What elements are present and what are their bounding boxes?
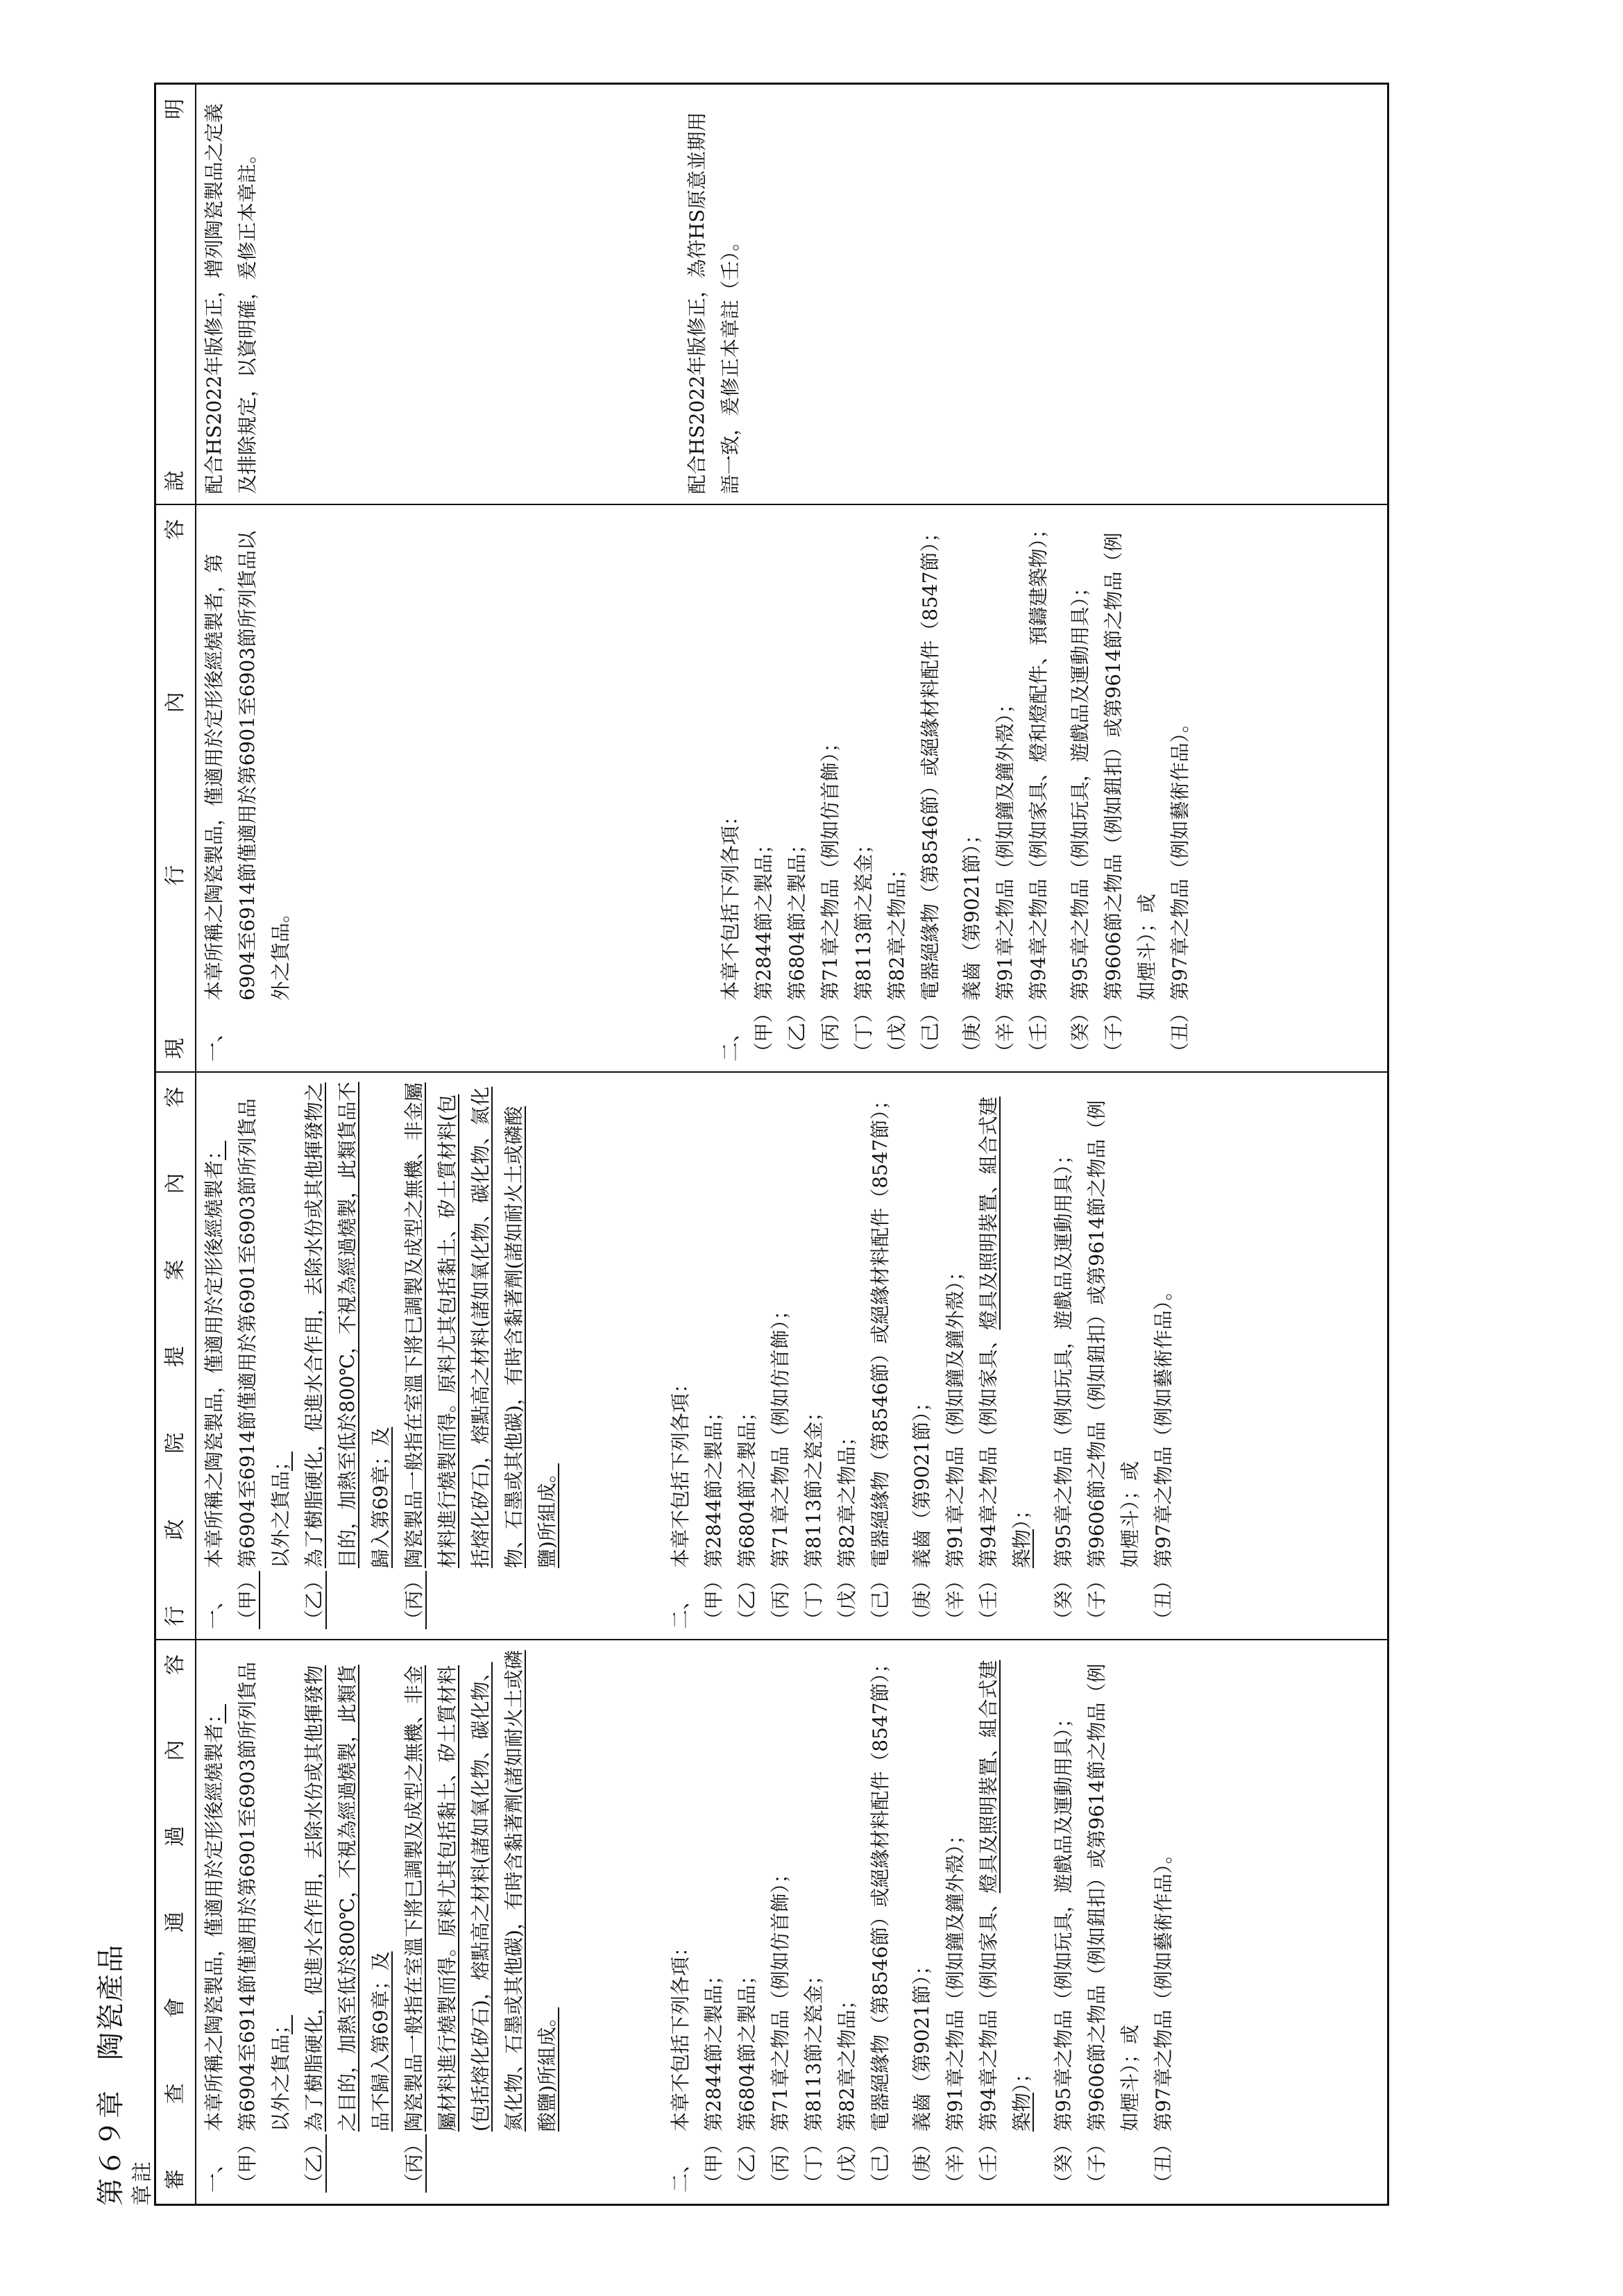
exclusion-item: [847, 513, 881, 1062]
item-text: 第82章之物品；: [835, 1990, 858, 2132]
item-text: 第2844節之製品；: [702, 1402, 725, 1568]
item-text: 第95章之物品（例如玩具，遊戲品及運動用具）；: [1069, 577, 1091, 1001]
column-divider: [156, 1639, 1387, 1640]
item-marker: （丙）: [769, 2134, 792, 2193]
item-text: 義齒（第9021節）；: [910, 1392, 933, 1568]
clause-two: 二、 本章不包括下列各項：: [719, 806, 742, 1062]
item-text: 第94章之物品（例如家具、燈和燈配件、預鑄建築物）；: [1027, 519, 1050, 1001]
exclusion-item: [864, 1081, 897, 1629]
item-marker: （戊）: [835, 1570, 858, 1629]
item-text: 第91章之物品（例如鐘及鐘外殼）；: [944, 1825, 967, 2132]
exclusion-list: [1047, 1649, 1180, 2193]
exclusion-list: [906, 1649, 972, 2193]
exclusion-list: [747, 513, 947, 1062]
exclusion-list: [697, 1649, 897, 2193]
exclusion-item: [731, 1649, 764, 2193]
exec-column: [198, 1081, 1180, 1629]
item-marker: （丑）: [1152, 2134, 1175, 2193]
exclusion-list: [1064, 513, 1197, 1062]
item-marker: （己）: [869, 2134, 892, 2193]
exclusion-item: [906, 1649, 939, 2193]
column-divider: [156, 1071, 1387, 1073]
exclusion-item: [914, 513, 947, 1062]
exclusion-item: [797, 1649, 831, 2193]
item-text: 第8113節之瓷金；: [852, 834, 875, 1001]
item-text: 第8113節之瓷金；: [802, 1965, 825, 2132]
item-marker: （丁）: [852, 1003, 875, 1062]
review-column: [198, 1649, 1180, 2193]
item-marker: （甲）: [702, 2134, 725, 2193]
exclusion-item: [797, 1081, 831, 1629]
item-marker: （乙）: [736, 2134, 758, 2193]
item-marker: （子）: [1085, 1570, 1108, 1629]
item-marker: （丁）: [802, 1570, 825, 1629]
item-marker: （丑）: [1152, 1570, 1175, 1629]
exclusion-item: （壬） 第94章之物品（例如家具、燈具及照明裝置、組合式建築物）；: [977, 1096, 1033, 1629]
clause-bing: （丙） 陶瓷製品一般指在室溫下將已調製及成型之無機、非金屬材料進行燒製而得。原料尤其包括黏土、矽土質材料(包括熔化矽石)，熔點高之材料(諸如氧化物、碳化物、氮化物、石墨或其他碳)，有時含黏著劑(諸如耐火土或磷酸鹽)所組成。: [402, 1082, 559, 1629]
exclusion-item: [939, 1649, 972, 2193]
exclusion-item: [764, 1649, 797, 2193]
exclusion-item: [955, 513, 989, 1062]
clause-one: 一、 本章所稱之陶瓷製品，僅適用於定形後經燒製者：: [203, 1140, 226, 1629]
item-text: 第6804節之製品；: [736, 1965, 758, 2132]
exclusion-item: [731, 1081, 764, 1629]
item-marker: （乙）: [785, 1003, 808, 1062]
exclusion-list: [697, 1081, 897, 1629]
exclusion-item: [1164, 513, 1197, 1062]
exclusion-item: [1147, 1081, 1180, 1629]
item-marker: （辛）: [994, 1003, 1017, 1062]
item-marker: （庚）: [910, 2134, 933, 2193]
item-marker: （子）: [1102, 1003, 1125, 1062]
item-text: 第95章之物品（例如玩具，遊戲品及運動用具）；: [1052, 1145, 1075, 1568]
item-marker: （丁）: [802, 2134, 825, 2193]
exclusion-item: [1047, 1649, 1080, 2193]
item-text: 第91章之物品（例如鐘及鐘外殼）；: [944, 1261, 967, 1568]
note-item-ren: 配合HS2022年版修正，為符HS原意並期用語一致，爰修正本章註（壬）。: [686, 112, 742, 494]
header-current: 現 行 內 容: [163, 519, 187, 1059]
chapter-title: 第６９章 陶瓷產品: [95, 1944, 127, 2206]
item-text: 第97章之物品（例如藝術作品）。: [1152, 1844, 1175, 2132]
exclusion-item: [1080, 1649, 1147, 2193]
item-marker: （己）: [919, 1003, 942, 1062]
clause-one: 一、 本章所稱之陶瓷製品，僅適用於定形後經燒製者，第6904至6914節僅適用於第6901至6903節所列貨品以外之貨品。: [203, 530, 292, 1062]
item-text: 第2844節之製品；: [752, 834, 775, 1001]
header-divider: [195, 85, 196, 2204]
item-text: 電器絕緣物（第8546節）或絕緣材料配件（8547節）；: [869, 1090, 892, 1568]
item-text: 第82章之物品；: [835, 1427, 858, 1568]
section-label: 章註: [130, 2159, 155, 2206]
item-text: 第71章之物品（例如仿首飾）；: [819, 733, 842, 1001]
item-marker: （甲）: [752, 1003, 775, 1062]
item-text: 第8113節之瓷金；: [802, 1402, 825, 1568]
item-text: 電器絕緣物（第8546節）或絕緣材料配件（8547節）；: [869, 1653, 892, 2132]
item-text: 第2844節之製品；: [702, 1965, 725, 2132]
item-marker: （壬）: [1027, 1003, 1050, 1062]
comparison-table: [154, 83, 1389, 2206]
header-notes: 說 明: [163, 99, 187, 491]
exclusion-item: [1147, 1649, 1180, 2193]
clause-one: 一、 本章所稱之陶瓷製品，僅適用於定形後經燒製者：: [203, 1703, 226, 2193]
item-text: 第9606節之物品（例如鈕扣）或第9614節之物品（例如煙斗）；或: [1085, 1100, 1141, 1568]
item-marker: （戊）: [885, 1003, 908, 1062]
exclusion-item: [764, 1081, 797, 1629]
clause-two: 二、 本章不包括下列各項：: [669, 1373, 692, 1629]
clause-yi: （乙） 為了樹脂硬化，促進水合作用，去除水份或其他揮發物之目的，加熱至低於800℃，不視為經過燒製，此類貨品不歸入第69章；及: [303, 1082, 392, 1629]
item-marker: （子）: [1085, 2134, 1108, 2193]
item-marker: （戊）: [835, 2134, 858, 2193]
item-marker: （辛）: [944, 1570, 967, 1629]
exclusion-item: [1097, 513, 1164, 1062]
header-review: 審 查 會 通 過 內 容: [163, 1654, 187, 2190]
exclusion-list: [906, 1081, 972, 1629]
current-column: [198, 513, 1197, 1062]
notes-column: [198, 94, 761, 494]
exclusion-item: [881, 513, 914, 1062]
exclusion-item: [1047, 1081, 1080, 1629]
exclusion-item: [831, 1081, 864, 1629]
item-marker: （丑）: [1169, 1003, 1191, 1062]
exclusion-item: [747, 513, 781, 1062]
item-marker: （丙）: [819, 1003, 842, 1062]
item-text: 第6804節之製品；: [736, 1402, 758, 1568]
clause-bing: （丙） 陶瓷製品一般指在室溫下將已調製及成型之無機、非金屬材料進行燒製而得。原料尤其包括黏土、矽土質材料(包括熔化矽石)，熔點高之材料(諸如氧化物、碳化物、氮化物、石墨或其他碳)，有時含黏著劑(諸如耐火土或磷酸鹽)所組成。: [402, 1650, 559, 2193]
item-text: 第91章之物品（例如鐘及鐘外殼）；: [994, 694, 1017, 1001]
item-marker: （乙）: [736, 1570, 758, 1629]
header-exec: 行 政 院 提 案 內 容: [163, 1087, 187, 1626]
exclusion-list: [955, 513, 1055, 1062]
item-text: 第6804節之製品；: [785, 834, 808, 1001]
exclusion-item: [989, 513, 1022, 1062]
item-text: 義齒（第9021節）；: [910, 1955, 933, 2132]
item-marker: （癸）: [1052, 1570, 1075, 1629]
clause-yi: （乙） 為了樹脂硬化，促進水合作用，去除水份或其他揮發物之目的，加熱至低於800℃，不視為經過燒製，此類貨品不歸入第69章；及: [303, 1665, 392, 2193]
item-marker: （己）: [869, 1570, 892, 1629]
item-text: 第71章之物品（例如仿首飾）；: [769, 1300, 792, 1568]
clause-jia: （甲） 第6904至6914節僅適用於第6901至6903節所列貨品以外之貨品；: [236, 1661, 292, 2193]
exclusion-item: （壬） 第94章之物品（例如家具、燈具及照明裝置、組合式建築物）；: [977, 1660, 1033, 2193]
exclusion-item: [864, 1649, 897, 2193]
exclusion-item: [781, 513, 814, 1062]
item-marker: （庚）: [910, 1570, 933, 1629]
item-marker: （庚）: [960, 1003, 983, 1062]
exclusion-item: [831, 1649, 864, 2193]
item-marker: （癸）: [1069, 1003, 1091, 1062]
item-text: 第95章之物品（例如玩具，遊戲品及運動用具）；: [1052, 1708, 1075, 2132]
item-text: 第97章之物品（例如藝術作品）。: [1152, 1281, 1175, 1568]
item-text: 第9606節之物品（例如鈕扣）或第9614節之物品（例如煙斗）；或: [1085, 1663, 1141, 2132]
item-marker: （辛）: [944, 2134, 967, 2193]
column-divider: [156, 504, 1387, 505]
exclusion-item: [1080, 1081, 1147, 1629]
exclusion-item: [906, 1081, 939, 1629]
item-text: 第71章之物品（例如仿首飾）；: [769, 1864, 792, 2132]
item-text: 義齒（第9021節）；: [960, 824, 983, 1001]
exclusion-list: [1047, 1081, 1180, 1629]
note-definition: 配合HS2022年版修正，增列陶瓷製品之定義及排除規定，以資明確，爰修正本章註。: [203, 103, 259, 494]
item-text: 第82章之物品；: [885, 859, 908, 1001]
clause-jia: （甲） 第6904至6914節僅適用於第6901至6903節所列貨品以外之貨品；: [236, 1098, 292, 1629]
item-text: 第97章之物品（例如藝術作品）。: [1169, 713, 1191, 1001]
item-marker: （丙）: [769, 1570, 792, 1629]
item-marker: （癸）: [1052, 2134, 1075, 2193]
exclusion-item: [1064, 513, 1097, 1062]
item-text: 電器絕緣物（第8546節）或絕緣材料配件（8547節）；: [919, 522, 942, 1001]
exclusion-item: [939, 1081, 972, 1629]
item-marker: （甲）: [702, 1570, 725, 1629]
exclusion-item: [697, 1649, 731, 2193]
item-text: 第9606節之物品（例如鈕扣）或第9614節之物品（例如煙斗）；或: [1102, 532, 1158, 1001]
exclusion-item: [814, 513, 847, 1062]
exclusion-item: [1022, 513, 1055, 1062]
exclusion-item: [697, 1081, 731, 1629]
clause-two: 二、 本章不包括下列各項：: [669, 1937, 692, 2193]
